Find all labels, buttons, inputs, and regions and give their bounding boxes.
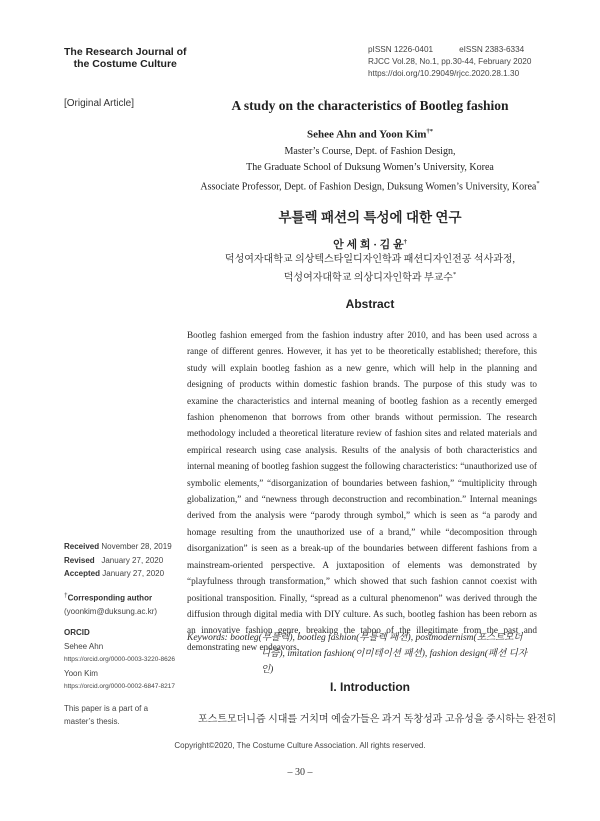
corresponding-label: Corresponding author xyxy=(67,593,153,603)
authors-en xyxy=(160,128,580,141)
affiliation-ko-text: 덕성여자대학교 의상디자인학과 부교수 xyxy=(283,272,453,284)
keywords-line2: 니즘), imitation fashion(이미테이션 패션), fashion design(패션 디자인) xyxy=(261,649,528,675)
title-ko: 부틀렉 패션의 특성에 대한 연구 xyxy=(278,210,462,225)
journal-name xyxy=(64,46,187,70)
authors-en-names: Sehee Ahn and Yoon Kim xyxy=(307,128,427,141)
corresponding-row xyxy=(64,589,182,605)
copyright: Copyright©2020, The Costume Culture Association. All rights reserved. xyxy=(174,741,426,750)
affiliation-en-mark: * xyxy=(536,180,540,187)
affiliations-en xyxy=(160,144,580,195)
abstract-body xyxy=(187,327,537,655)
authors-en-mark: †* xyxy=(426,128,433,135)
intro-first-line: 포스트모더니즘 시대를 거치며 예술가들은 과거 독창성과 고유성을 중시하는 완전히 xyxy=(198,714,557,725)
authors-ko-mark: † xyxy=(403,238,407,246)
affiliation-en-line: The Graduate School of Duksung Women’s University, Korea xyxy=(246,162,494,173)
doi-link[interactable]: https://doi.org/10.29049/rjcc.2020.28.1.30 xyxy=(368,69,520,78)
orcid-name: Sehee Ahn xyxy=(64,641,104,651)
intro-heading: I. Introduction xyxy=(330,680,410,694)
abstract-text: Bootleg fashion emerged from the fashion industry after 2010, and has been used across a range of different genres. However, it has yet to be theoretically established; therefore, this study will explain bootleg fashion as a new genre, which will help in the planning and designing of products within domestic fashion brands. The purpose of this study was to examine the characteristics and internal meaning of bootleg fashion as a recently emerged fashion phenomenon that borrows from other brands without permission. The research methodology included a theoretical literature review of fashion sites and related materials and empirical research using case analysis. Results of the analysis of both characteristics and internal meaning of bootleg fashion suggest the following characteristics: “unauthorized use of symbolic elements,” “disorganization of boundaries between fashion,” “multiplicity through globalization,” and “newness through deconstruction and recombination.” Internal meanings derived from the analysis were “parody through symbol,” which is seen as “a parody and homage resulting from the unauthorized use of a brand,” while “decomposition through disorganization” is seen as a break-up of the boundaries between different fashions from a mainstream-oriented perspective. A juxtaposition of elements was demonstrated by “playfulness through transformation,” which showed that such fashion cannot coexist with positional transposition. Finally, “spread as a cultural phenomenon” was derived through the diffusion through digital media with DIY culture. As such, bootleg fashion has been reborn as an innovative fashion genre, breaking the taboo of the illegitimate from the past and demonstrating new endeavors. xyxy=(187,330,537,652)
issn-row xyxy=(368,44,531,56)
corresponding-mark: † xyxy=(64,591,68,599)
article-info-sidebar xyxy=(64,540,182,729)
received-row xyxy=(64,540,182,554)
title-en: A study on the characteristics of Bootleg fashion xyxy=(231,98,509,113)
orcid-label: ORCID xyxy=(64,628,90,638)
journal-meta xyxy=(368,44,531,80)
affiliation-ko-line: 덕성여자대학교 의상텍스타일디자인학과 패션디자인전공 석사과정, xyxy=(224,254,516,265)
accepted-date: January 27, 2020 xyxy=(102,569,165,578)
orcid-link[interactable]: https://orcid.org/0000-0002-6847-8217 xyxy=(64,683,175,691)
authors-ko xyxy=(160,236,580,252)
revised-label: Revised xyxy=(64,555,95,565)
keywords xyxy=(187,630,539,678)
affiliation-en-text: Associate Professor, Dept. of Fashion Design, Duksung Women’s University, Korea xyxy=(200,181,537,193)
citation: RJCC Vol.28, No.1, pp.30-44, February 2020 xyxy=(368,57,532,66)
keywords-label: Keywords: xyxy=(187,633,228,643)
received-label: Received xyxy=(64,542,100,551)
thesis-note-line: This paper is a part of a xyxy=(64,703,149,713)
pissn: pISSN 1226-0401 xyxy=(368,45,434,54)
received-date: November 28, 2019 xyxy=(101,542,172,551)
revised-row xyxy=(64,554,182,568)
page-number: – 30 – xyxy=(287,767,313,778)
thesis-note-line: master’s thesis. xyxy=(64,717,120,727)
affiliations-ko xyxy=(160,252,580,285)
affiliation-ko-line xyxy=(160,267,580,285)
orcid-link[interactable]: https://orcid.org/0000-0003-3220-8626 xyxy=(64,656,175,664)
orcid-name: Yoon Kim xyxy=(64,668,98,678)
journal-name-line2: the Costume Culture xyxy=(73,58,177,70)
affiliation-ko-mark: * xyxy=(452,271,457,278)
article-type: [Original Article] xyxy=(64,98,135,109)
affiliation-en-line: Master’s Course, Dept. of Fashion Design, xyxy=(284,146,456,157)
eissn: eISSN 2383-6334 xyxy=(459,45,525,54)
keywords-line1: bootleg(부틀렉), bootleg fashion(부틀렉 패션), postmodernism(포스트모더 xyxy=(230,633,523,643)
affiliation-en-line xyxy=(160,176,580,195)
authors-ko-names: 안 세 희 · 김 윤 xyxy=(333,239,404,251)
journal-name-line1: The Research Journal of xyxy=(64,46,187,58)
abstract-heading: Abstract xyxy=(345,297,395,311)
corresponding-email[interactable]: (yoonkim@duksung.ac.kr) xyxy=(64,606,158,616)
revised-date: January 27, 2020 xyxy=(101,555,164,565)
accepted-label: Accepted xyxy=(64,569,101,578)
accepted-row xyxy=(64,567,182,581)
